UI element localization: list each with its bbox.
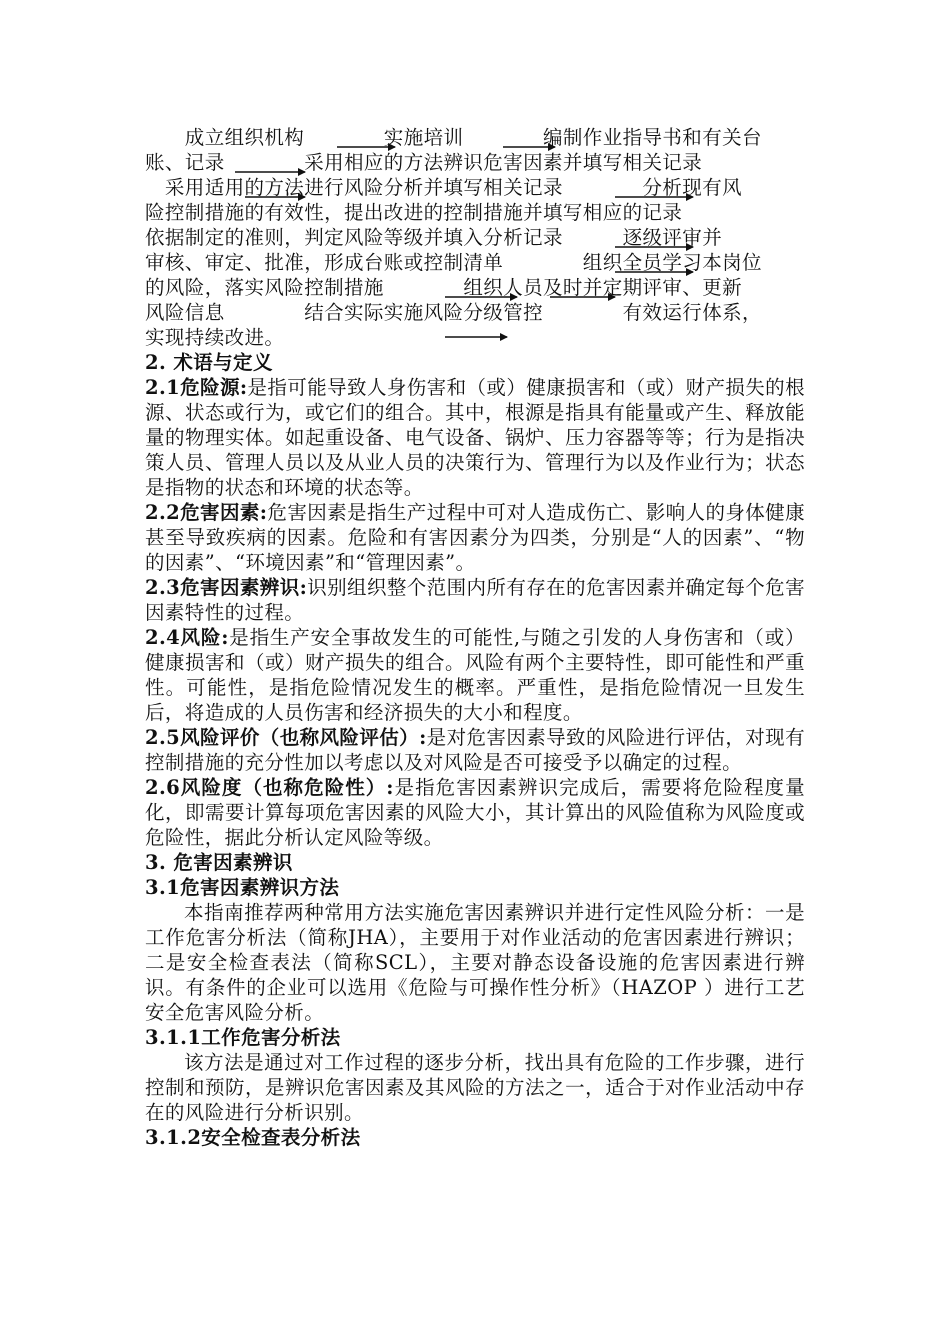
definition-risk: [145, 625, 805, 725]
paragraph: 本指南推荐两种常用方法实施危害因素辨识并进行定性风险分析：一是工作危害分析法（简称JHA），主要用于对作业活动的危害因素进行辨识；二是安全检查表法（简称SCL），主要对静态设备设施的危害因素进行辨识。有条件的企业可以选用《危险与可操作性分析》（HAZOP ）进行工艺安全危害风险分析。: [145, 901, 805, 1024]
definition-text: 是指可能导致人身伤害和（或）健康损害和（或）财产损失的根源、状态或行为，或它们的组合。其中，根源是指具有能量或产生、释放能量的物理实体。如起重设备、电气设备、锅炉、压力容器等等；行为是指决策人员、管理人员以及从业人员的决策行为、管理行为以及作业行为；状态是指物的状态和环境的状态等。: [145, 376, 805, 499]
subsection-heading: 3.1.2安全检查表分析法: [145, 1126, 361, 1149]
definition-text: 危害因素是指生产过程中可对人造成伤亡、影响人的身体健康甚至导致疾病的因素。危险和有害因素分为四类，分别是“人的因素”、“物的因素”、“环境因素”和“管理因素”。: [145, 501, 805, 574]
flow-line: 审核、审定、批准，形成台账或控制清单 组织全员学习本岗位: [145, 251, 762, 274]
definition-term: 2.4风险:: [145, 626, 229, 649]
flow-line: 依据制定的准则，判定风险等级并填入分析记录 逐级评审并: [145, 226, 723, 249]
section-heading: 2. 术语与定义: [145, 351, 273, 374]
definition-text: 是对危害因素导致的风险进行评估，对现有控制措施的充分性加以考虑以及对风险是否可接受予以确定的过程。: [145, 726, 805, 774]
subsection-heading: 3.1.1工作危害分析法: [145, 1026, 341, 1049]
flow-line: 采用适用的方法进行风险分析并填写相关记录 分析现有风: [145, 176, 743, 199]
flow-line: 实现持续改进。: [145, 326, 285, 349]
flow-line: 的风险，落实风险控制措施 组织人员及时并定期评审、更新: [145, 276, 743, 299]
definition-text: 是指生产安全事故发生的可能性,与随之引发的人身伤害和（或）健康损害和（或）财产损失的组合。风险有两个主要特性，即可能性和严重性。可能性，是指危险情况发生的概率。严重性，是指危险情况一旦发生后，将造成的人员伤害和经济损失的大小和程度。: [145, 626, 805, 724]
document-body: [145, 125, 805, 1150]
process-flow: [145, 125, 805, 350]
definition-term: 2.2危害因素:: [145, 501, 268, 524]
flow-line: 成立组织机构 实施培训 编制作业指导书和有关台: [145, 126, 762, 149]
definition-risk-assessment: [145, 725, 805, 775]
definition-term: 2.3危害因素辨识:: [145, 576, 308, 599]
section-heading: 3. 危害因素辨识: [145, 851, 293, 874]
definition-hazard-source: [145, 375, 805, 500]
definition-hazard-factor: [145, 500, 805, 575]
flow-line: 险控制措施的有效性，提出改进的控制措施并填写相应的记录: [145, 201, 683, 224]
definition-hazard-identification: [145, 575, 805, 625]
paragraph: 该方法是通过对工作过程的逐步分析，找出具有危险的工作步骤，进行控制和预防，是辨识危害因素及其风险的方法之一，适合于对作业活动中存在的风险进行分析识别。: [145, 1051, 805, 1124]
definition-text: 是指危害因素辨识完成后，需要将危险程度量化，即需要计算每项危害因素的风险大小，其计算出的风险值称为风险度或危险性，据此分析认定风险等级。: [145, 776, 805, 849]
subsection-heading: 3.1危害因素辨识方法: [145, 876, 340, 899]
definition-term: 2.1危险源:: [145, 376, 248, 399]
definition-term: 2.5风险评价（也称风险评估）:: [145, 726, 427, 749]
flow-line: 账、记录 采用相应的方法辨识危害因素并填写相关记录: [145, 151, 703, 174]
flow-line: 风险信息 结合实际实施风险分级管控 有效运行体系，: [145, 301, 762, 324]
definition-text: 识别组织整个范围内所有存在的危害因素并确定每个危害因素特性的过程。: [145, 576, 805, 624]
definition-risk-degree: [145, 775, 805, 850]
definition-term: 2.6风险度（也称危险性）:: [145, 776, 394, 799]
